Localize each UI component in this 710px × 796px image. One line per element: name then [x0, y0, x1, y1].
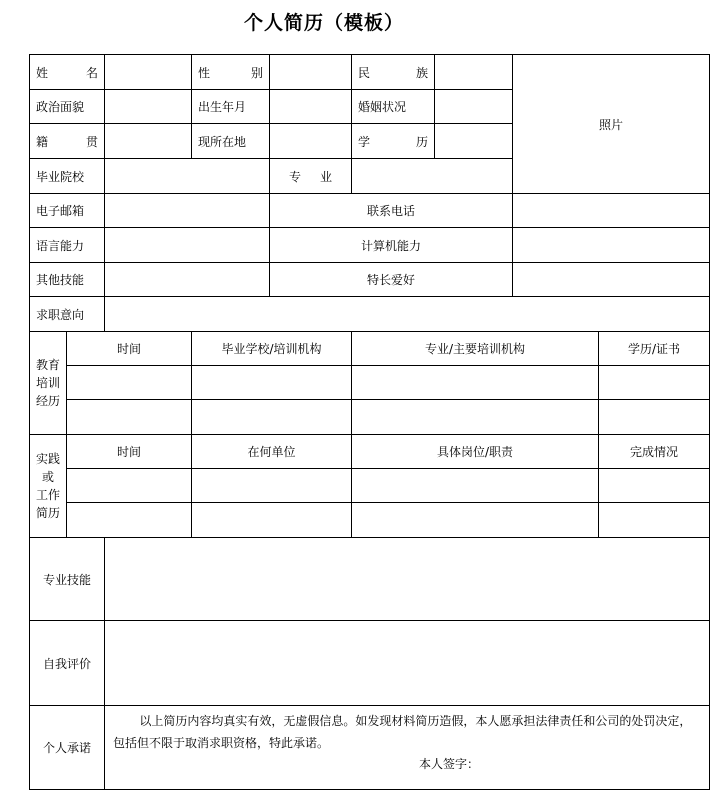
objective-label: 求职意向 — [30, 297, 105, 332]
work-completion-cell[interactable] — [599, 469, 710, 503]
edu-degree-cell[interactable] — [599, 366, 710, 400]
edu-major-cell[interactable] — [352, 400, 599, 435]
page-title: 个人简历（模板） — [243, 12, 404, 34]
hobbies-label: 特长爱好 — [270, 263, 513, 297]
work-header-completion: 完成情况 — [599, 435, 710, 469]
ethnicity-label: 民 族 — [352, 55, 435, 90]
email-label: 电子邮箱 — [30, 194, 105, 228]
school-label: 毕业院校 — [30, 159, 105, 194]
name-label: 姓 名 — [30, 55, 105, 90]
language-field[interactable] — [105, 228, 270, 263]
edu-header-degree: 学历/证书 — [599, 332, 710, 366]
marital-field[interactable] — [435, 90, 513, 124]
phone-field[interactable] — [513, 194, 710, 228]
major-label: 专 业 — [270, 159, 352, 194]
other-skills-field[interactable] — [105, 263, 270, 297]
education-label: 教育 培训 经历 — [30, 332, 67, 435]
table-row — [30, 503, 710, 538]
table-row — [30, 469, 710, 503]
edu-major-cell[interactable] — [352, 366, 599, 400]
native-field[interactable] — [105, 124, 192, 159]
table-row — [30, 366, 710, 400]
objective-field[interactable] — [105, 297, 710, 332]
marital-label: 婚姻状况 — [352, 90, 435, 124]
work-header-time: 时间 — [67, 435, 192, 469]
native-label: 籍 贯 — [30, 124, 105, 159]
resume-table — [29, 54, 710, 790]
residence-field[interactable] — [270, 124, 352, 159]
computer-field[interactable] — [513, 228, 710, 263]
signature-label[interactable]: 本人签字： — [419, 757, 480, 771]
phone-label: 联系电话 — [270, 194, 513, 228]
photo-box[interactable]: 照片 — [513, 55, 710, 194]
degree-label: 学 历 — [352, 124, 435, 159]
birth-label: 出生年月 — [192, 90, 270, 124]
edu-school-cell[interactable] — [192, 366, 352, 400]
political-field[interactable] — [105, 90, 192, 124]
work-time-cell[interactable] — [67, 469, 192, 503]
other-skills-label: 其他技能 — [30, 263, 105, 297]
major-field[interactable] — [352, 159, 513, 194]
school-field[interactable] — [105, 159, 270, 194]
edu-time-cell[interactable] — [67, 366, 192, 400]
pledge-label: 个人承诺 — [30, 706, 105, 790]
edu-time-cell[interactable] — [67, 400, 192, 435]
work-header-position: 具体岗位/职责 — [352, 435, 599, 469]
skills-label: 专业技能 — [30, 538, 105, 621]
work-header-employer: 在何单位 — [192, 435, 352, 469]
ethnicity-field[interactable] — [435, 55, 513, 90]
work-employer-cell[interactable] — [192, 469, 352, 503]
name-field[interactable] — [105, 55, 192, 90]
skills-field[interactable] — [105, 538, 710, 621]
political-label: 政治面貌 — [30, 90, 105, 124]
work-position-cell[interactable] — [352, 469, 599, 503]
edu-header-time: 时间 — [67, 332, 192, 366]
self-eval-field[interactable] — [105, 621, 710, 706]
pledge-content — [105, 706, 710, 790]
work-completion-cell[interactable] — [599, 503, 710, 538]
work-position-cell[interactable] — [352, 503, 599, 538]
language-label: 语言能力 — [30, 228, 105, 263]
self-eval-label: 自我评价 — [30, 621, 105, 706]
edu-degree-cell[interactable] — [599, 400, 710, 435]
email-field[interactable] — [105, 194, 270, 228]
residence-label: 现所在地 — [192, 124, 270, 159]
work-time-cell[interactable] — [67, 503, 192, 538]
birth-field[interactable] — [270, 90, 352, 124]
hobbies-field[interactable] — [513, 263, 710, 297]
table-row — [30, 400, 710, 435]
edu-header-school: 毕业学校/培训机构 — [192, 332, 352, 366]
edu-header-major: 专业/主要培训机构 — [352, 332, 599, 366]
gender-label: 性 别 — [192, 55, 270, 90]
pledge-text: 以上简历内容均真实有效，无虚假信息。如发现材料简历造假，本人愿承担法律责任和公司的处罚决定，包括但不限于取消求职资格，特此承诺。 — [113, 714, 692, 750]
computer-label: 计算机能力 — [270, 228, 513, 263]
work-employer-cell[interactable] — [192, 503, 352, 538]
gender-field[interactable] — [270, 55, 352, 90]
degree-field[interactable] — [435, 124, 513, 159]
edu-school-cell[interactable] — [192, 400, 352, 435]
work-label: 实践 或 工作 简历 — [30, 435, 67, 538]
